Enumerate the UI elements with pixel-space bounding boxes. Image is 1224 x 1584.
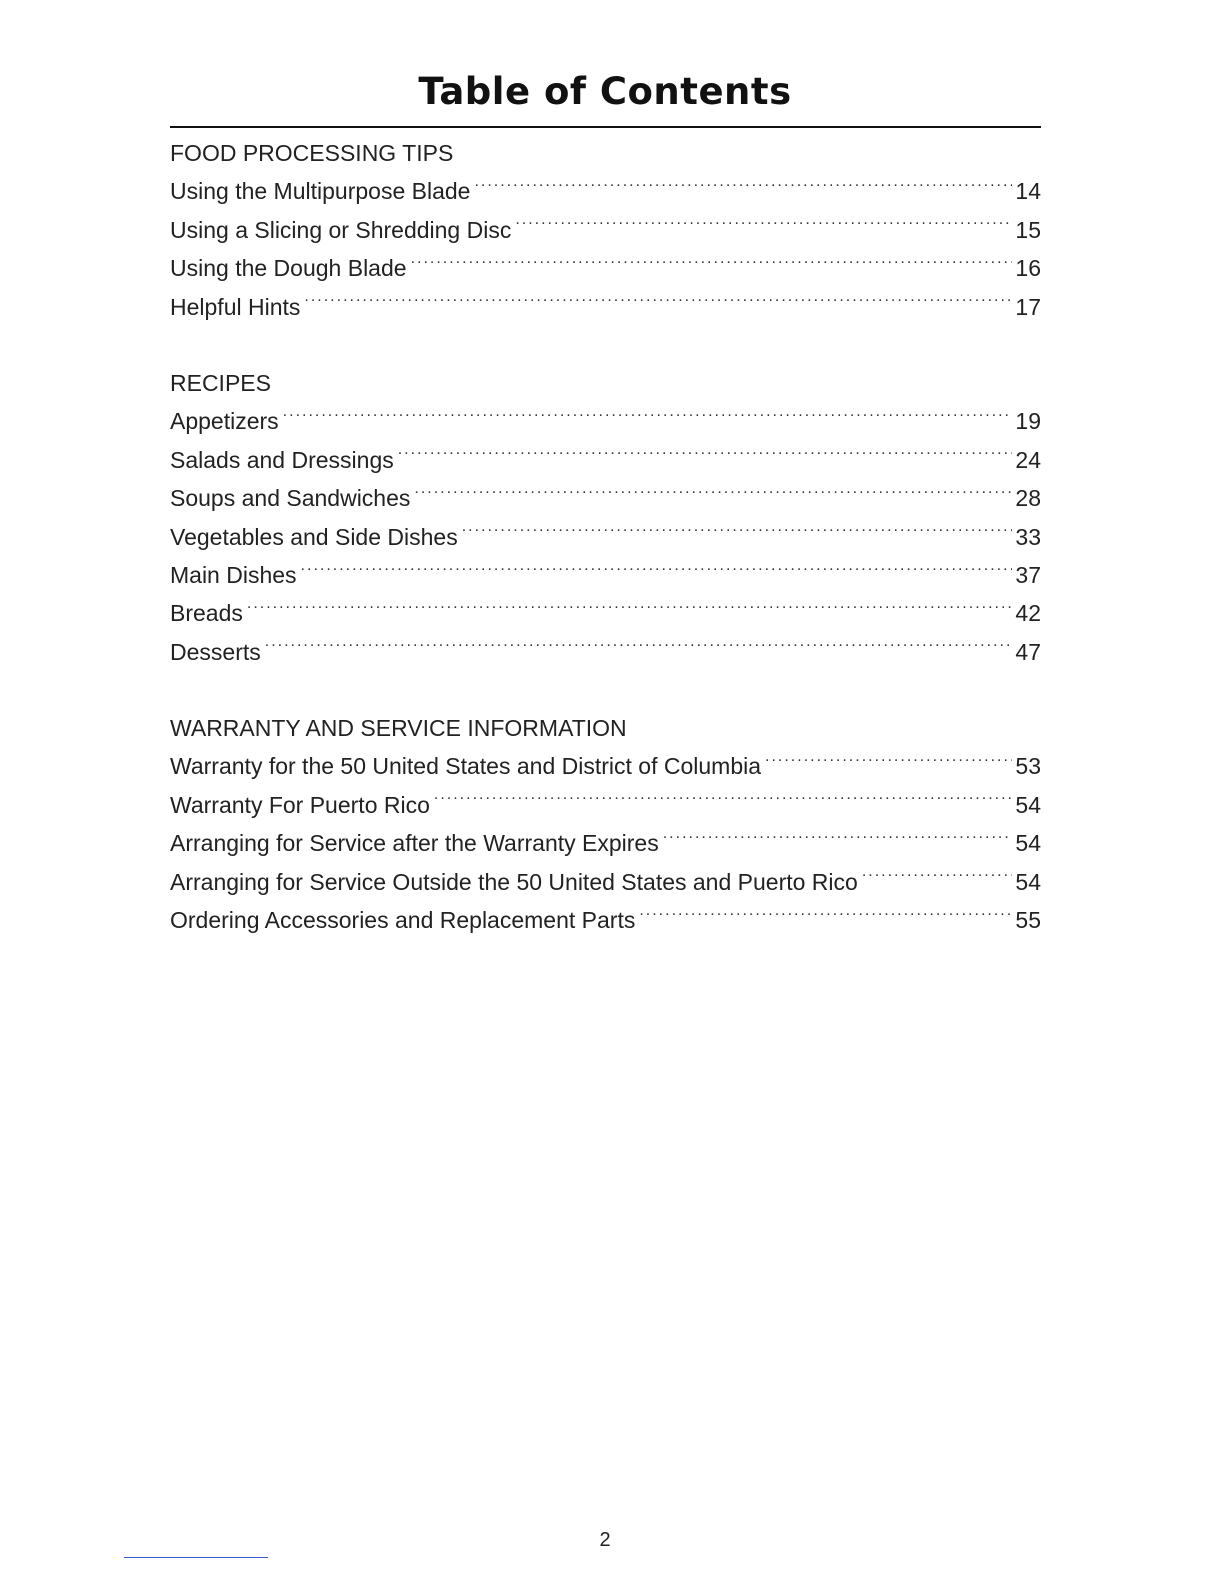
toc-entry-title: Using the Dough Blade xyxy=(170,255,407,282)
toc-entry[interactable] xyxy=(170,479,1041,517)
toc-entry[interactable] xyxy=(170,786,1041,824)
toc-entry[interactable] xyxy=(170,172,1041,210)
toc-section-food-processing-tips xyxy=(170,134,1041,326)
toc-entry-title: Using a Slicing or Shredding Disc xyxy=(170,216,512,243)
toc-entry[interactable] xyxy=(170,863,1041,901)
toc-entry[interactable] xyxy=(170,288,1041,326)
dot-leader xyxy=(414,486,1012,506)
toc-entry-title: Using the Multipurpose Blade xyxy=(170,178,471,205)
toc-entry-title: Vegetables and Side Dishes xyxy=(170,523,458,550)
toc-section-recipes xyxy=(170,364,1041,671)
toc-entry[interactable] xyxy=(170,402,1041,440)
toc-entry[interactable] xyxy=(170,901,1041,939)
toc-entry-title: Ordering Accessories and Replacement Parts xyxy=(170,907,636,934)
toc-entry-page: 37 xyxy=(1015,561,1041,588)
section-heading: WARRANTY AND SERVICE INFORMATION xyxy=(170,715,627,742)
dot-leader xyxy=(283,409,1013,429)
toc-entry[interactable] xyxy=(170,518,1041,556)
toc-entry-page: 42 xyxy=(1015,600,1041,627)
dot-leader xyxy=(765,754,1012,774)
toc-entry-title: Appetizers xyxy=(170,408,279,435)
dot-leader xyxy=(663,831,1013,851)
dot-leader xyxy=(301,563,1013,583)
toc-section-warranty-and-service xyxy=(170,709,1041,939)
toc-entry[interactable] xyxy=(170,633,1041,671)
toc-entry-page: 14 xyxy=(1015,178,1041,205)
dot-leader xyxy=(304,295,1012,315)
toc-entry[interactable] xyxy=(170,747,1041,785)
title-underline xyxy=(170,126,1041,128)
toc-entry-title: Main Dishes xyxy=(170,561,297,588)
dot-leader xyxy=(265,640,1013,660)
toc-entry-page: 55 xyxy=(1015,907,1041,934)
dot-leader xyxy=(639,908,1012,928)
toc-entry-page: 24 xyxy=(1015,446,1041,473)
toc-entry-page: 16 xyxy=(1015,255,1041,282)
toc-entry[interactable] xyxy=(170,211,1041,249)
toc-entry-title: Warranty for the 50 United States and District of Columbia xyxy=(170,753,762,780)
toc-entry-page: 33 xyxy=(1015,523,1041,550)
dot-leader xyxy=(247,601,1013,621)
section-heading: RECIPES xyxy=(170,369,271,396)
toc-entry-page: 54 xyxy=(1015,868,1041,895)
section-heading: FOOD PROCESSING TIPS xyxy=(170,140,454,166)
toc-entry[interactable] xyxy=(170,594,1041,632)
toc-entry-title: Arranging for Service after the Warranty Expires xyxy=(170,830,659,857)
dot-leader xyxy=(515,218,1012,238)
toc-entry[interactable] xyxy=(170,441,1041,479)
toc-entry-page: 47 xyxy=(1015,638,1041,665)
toc-entry-title: Soups and Sandwiches xyxy=(170,485,411,512)
dot-leader xyxy=(862,870,1013,890)
page-number: 2 xyxy=(599,1529,611,1551)
toc-entry-title: Desserts xyxy=(170,638,261,665)
toc-entry-title: Salads and Dressings xyxy=(170,446,394,473)
toc-entry-title: Breads xyxy=(170,600,243,627)
toc-entry-page: 53 xyxy=(1015,753,1041,780)
dot-leader xyxy=(474,179,1012,199)
toc-entry-page: 17 xyxy=(1015,293,1041,320)
footer-rule xyxy=(124,1557,268,1558)
toc-entry-page: 54 xyxy=(1015,830,1041,857)
toc-entry[interactable] xyxy=(170,249,1041,287)
dot-leader xyxy=(462,525,1013,545)
page-title: Table of Contents xyxy=(418,70,792,113)
toc-entry-page: 15 xyxy=(1015,216,1041,243)
dot-leader xyxy=(411,256,1013,276)
dot-leader xyxy=(398,448,1013,468)
toc-entry[interactable] xyxy=(170,824,1041,862)
toc-entry-page: 28 xyxy=(1015,485,1041,512)
toc-entry-page: 19 xyxy=(1015,408,1041,435)
toc-entry-title: Arranging for Service Outside the 50 United States and Puerto Rico xyxy=(170,868,858,895)
toc-entry-title: Warranty For Puerto Rico xyxy=(170,791,430,818)
toc-entry-title: Helpful Hints xyxy=(170,293,301,320)
table-of-contents xyxy=(170,134,1041,977)
dot-leader xyxy=(434,793,1013,813)
toc-entry-page: 54 xyxy=(1015,791,1041,818)
toc-entry[interactable] xyxy=(170,556,1041,594)
